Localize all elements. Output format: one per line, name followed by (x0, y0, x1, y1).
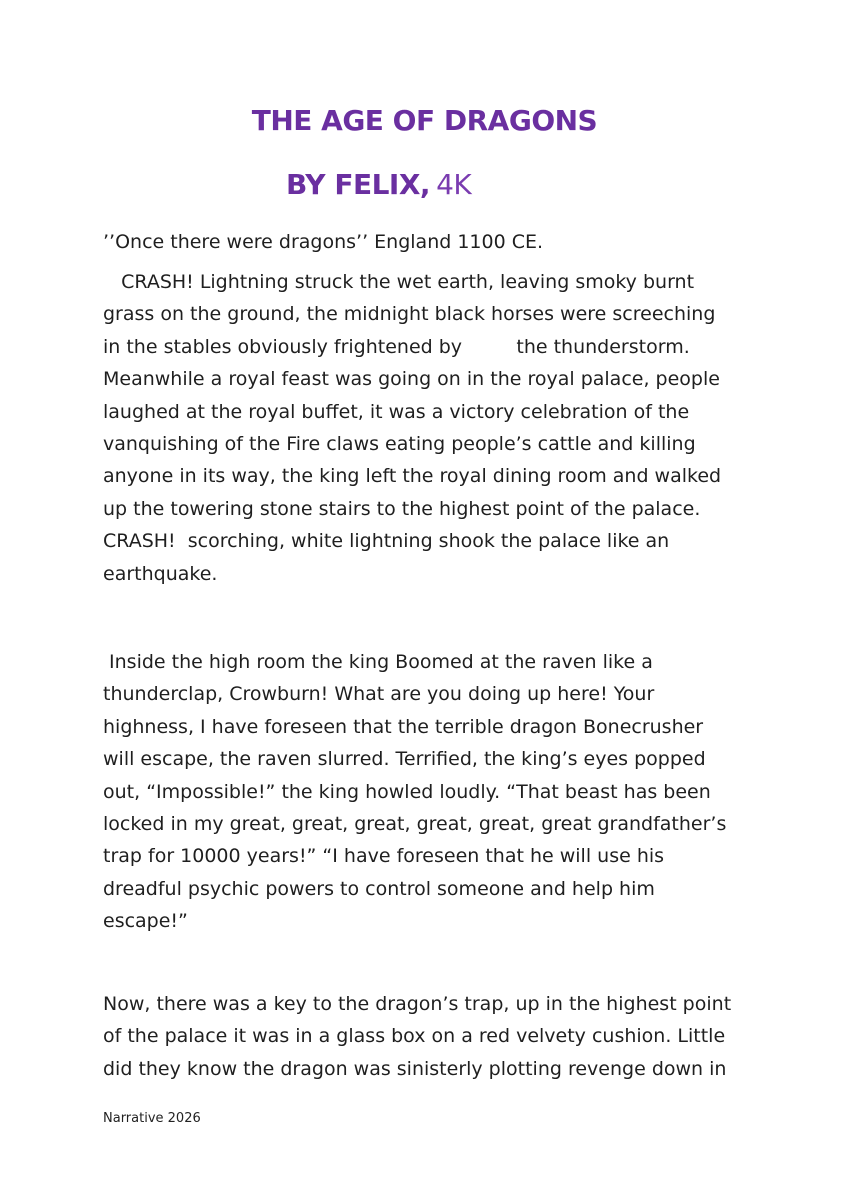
story-paragraph-crash (103, 266, 743, 590)
text-line: laughed at the royal buffet, it was a victory celebration of the (103, 400, 690, 423)
page-footer (103, 1111, 201, 1126)
text-line: did they know the dragon was sinisterly plotting revenge down in (103, 1057, 727, 1080)
author-name: BY FELIX, (286, 168, 431, 201)
text-line: Now, there was a key to the dragon’s trap, up in the highest point (103, 993, 732, 1015)
text-line: of the palace it was in a glass box on a red velvety cushion. Little (103, 1025, 726, 1048)
story-title-text: THE AGE OF DRAGONS (251, 104, 598, 137)
text-line: Meanwhile a royal feast was going on in the royal palace, people (103, 368, 720, 391)
text-line: escape!” (103, 910, 188, 933)
text-line: CRASH! scorching, white lightning shook the palace like an (103, 530, 670, 553)
text-line: locked in my great, great, great, great, great, great grandfather’s (103, 813, 727, 836)
footer-label: Narrative 2026 (103, 1111, 201, 1126)
text-line: anyone in its way, the king left the royal dining room and walked (103, 465, 722, 488)
text-line: vanquishing of the Fire claws eating people’s cattle and killing (103, 433, 696, 456)
text-line: in the stables obviously frightened by the thunderstorm. (103, 335, 690, 358)
text-line: Inside the high room the king Boomed at the raven like a (103, 651, 653, 673)
author-class: 4K (436, 168, 472, 201)
story-paragraph-raven (103, 646, 743, 938)
text-line: thunderclap, Crowburn! What are you doing up here! Your (103, 683, 655, 706)
story-paragraph-intro (103, 226, 743, 258)
author-byline (286, 168, 471, 201)
text-line: out, “Impossible!” the king howled loudly. “That beast has been (103, 780, 711, 803)
text-line: highness, I have foreseen that the terrible dragon Bonecrusher (103, 715, 704, 738)
text-line: ’’Once there were dragons’’ England 1100 CE. (103, 231, 544, 253)
text-line: up the towering stone stairs to the highest point of the palace. (103, 497, 701, 520)
text-line: grass on the ground, the midnight black horses were screeching (103, 303, 716, 326)
text-line: will escape, the raven slurred. Terrified, the king’s eyes popped (103, 748, 706, 771)
text-line: earthquake. (103, 562, 218, 585)
text-line: dreadful psychic powers to control someone and help him (103, 877, 655, 900)
text-line: trap for 10000 years!” “I have foreseen that he will use his (103, 845, 665, 868)
text-line: CRASH! Lightning struck the wet earth, leaving smoky burnt (103, 271, 695, 293)
story-title (0, 104, 849, 137)
story-paragraph-key (103, 988, 743, 1085)
